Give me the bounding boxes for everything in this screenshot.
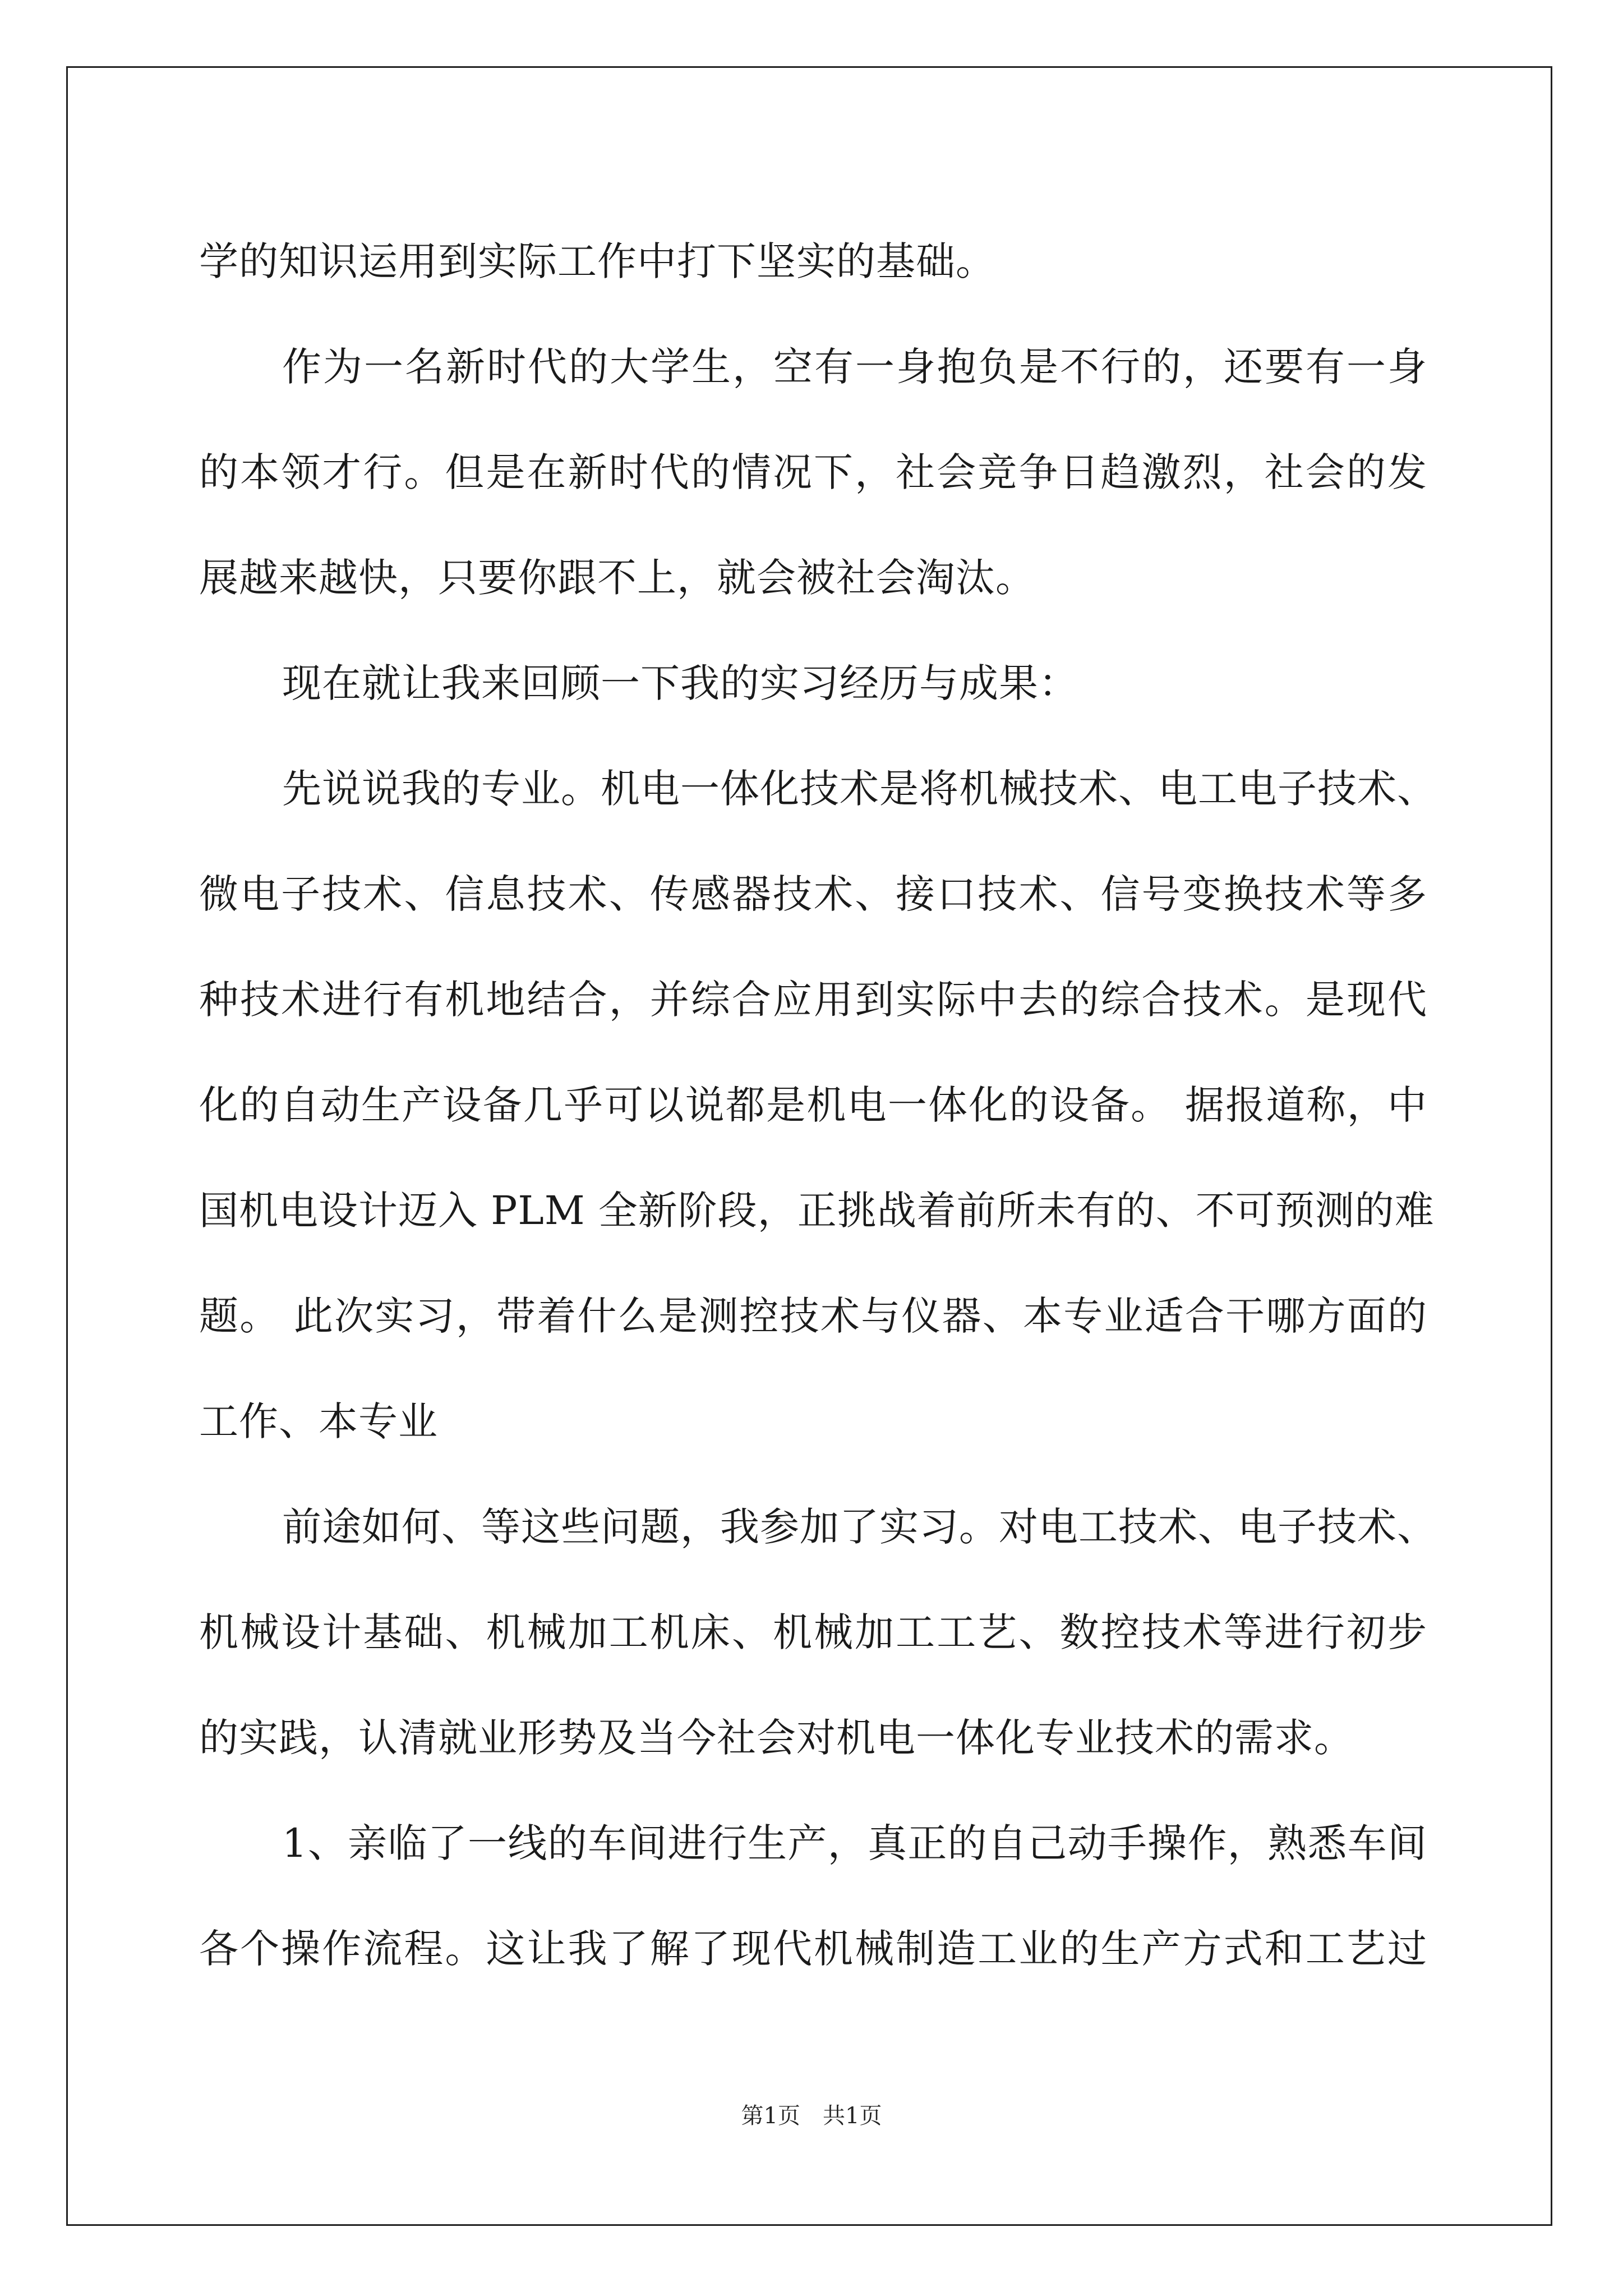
text-line: 学的知识运用到实际工作中打下坚实的基础。 — [199, 238, 995, 284]
page-footer — [0, 2098, 1623, 2130]
text-line: 展越来越快，只要你跟不上，就会被社会淘汰。 — [199, 555, 1035, 601]
text-line: 先说说我的专业。机电一体化技术是将机械技术、电工电子技术、 — [282, 766, 1437, 812]
page-number: 第1页 — [741, 2103, 800, 2129]
text-line: 国机电设计迈入 PLM 全新阶段，正挑战着前所未有的、不可预测的难 — [199, 1188, 1435, 1234]
page-total: 共1页 — [823, 2103, 882, 2129]
text-line: 的本领才行。但是在新时代的情况下，社会竞争日趋激烈，社会的发 — [199, 449, 1427, 495]
text-line: 题。 此次实习，带着什么是测控技术与仪器、本专业适合干哪方面的 — [199, 1293, 1427, 1339]
text-line: 工作、本专业 — [199, 1398, 438, 1444]
text-line: 化的自动生产设备几乎可以说都是机电一体化的设备。 据报道称，中 — [199, 1082, 1427, 1128]
text-line: 1、亲临了一线的车间进行生产，真正的自己动手操作，熟悉车间 — [282, 1820, 1427, 1866]
text-line: 作为一名新时代的大学生，空有一身抱负是不行的，还要有一身 — [282, 344, 1427, 390]
text-line: 现在就让我来回顾一下我的实习经历与成果： — [282, 660, 1078, 706]
text-line: 机械设计基础、机械加工机床、机械加工工艺、数控技术等进行初步 — [199, 1609, 1427, 1655]
text-line: 种技术进行有机地结合，并综合应用到实际中去的综合技术。是现代 — [199, 977, 1427, 1023]
text-line: 前途如何、等这些问题，我参加了实习。对电工技术、电子技术、 — [282, 1504, 1437, 1550]
document-body — [199, 209, 1437, 2001]
text-line: 的实践，认清就业形势及当今社会对机电一体化专业技术的需求。 — [199, 1715, 1354, 1761]
text-line: 各个操作流程。这让我了解了现代机械制造工业的生产方式和工艺过 — [199, 1926, 1427, 1972]
text-line: 微电子技术、信息技术、传感器技术、接口技术、信号变换技术等多 — [199, 871, 1427, 917]
